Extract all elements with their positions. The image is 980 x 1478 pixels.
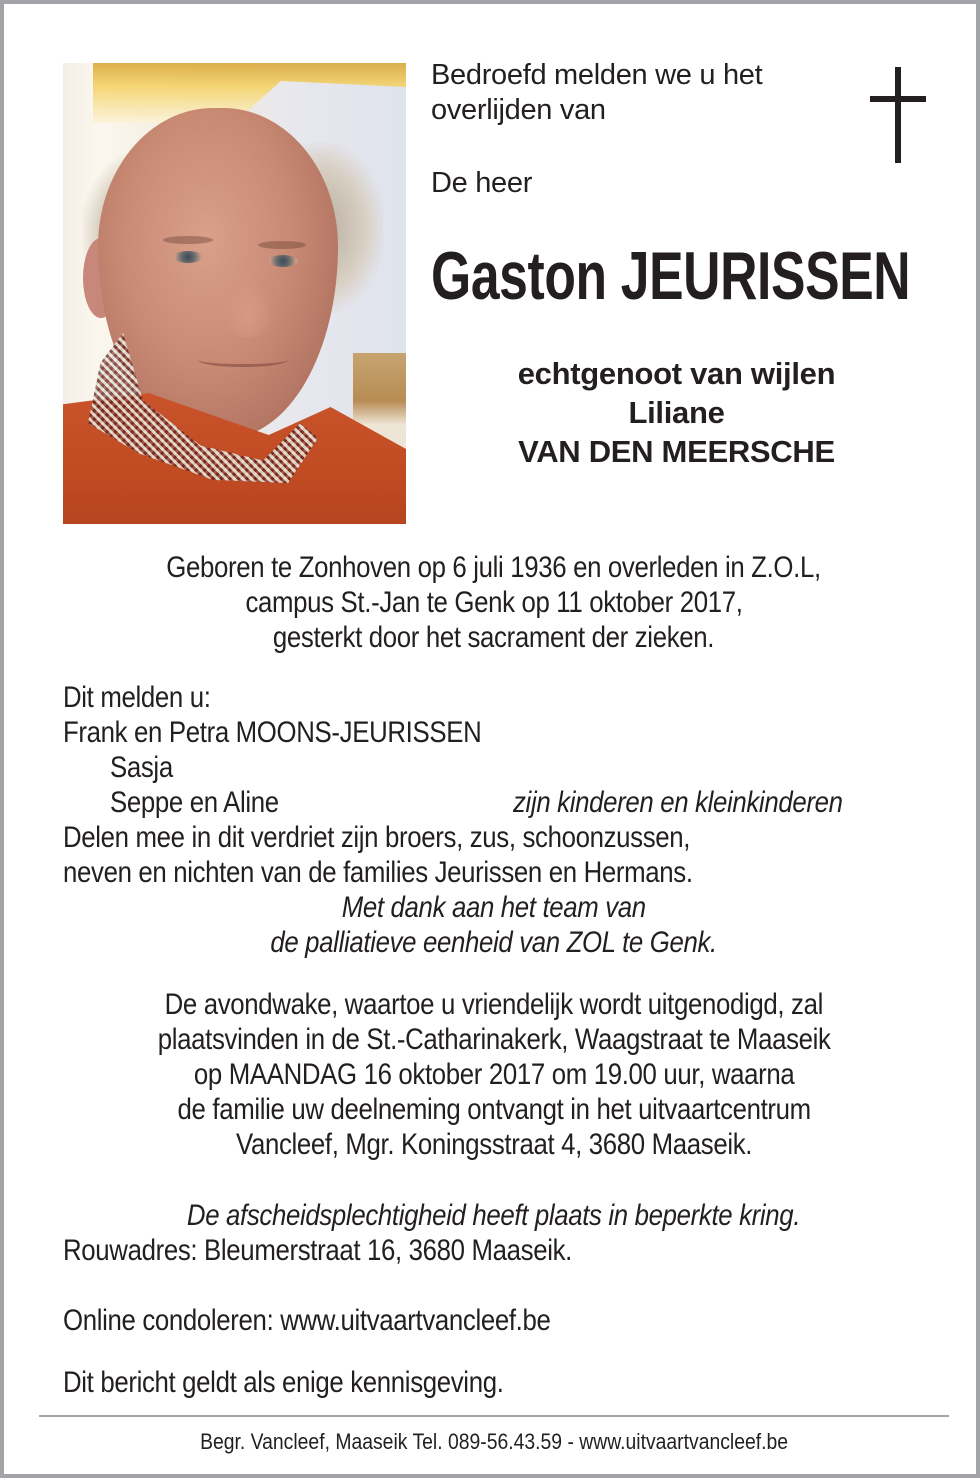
- thanks-line: de palliatieve eenheid van ZOL te Genk.: [270, 926, 718, 959]
- notice-text: Dit bericht geldt als enige kennisgeving.: [63, 1366, 504, 1399]
- intro-line-2: overlijden van: [431, 94, 606, 126]
- spouse-line-1: echtgenoot van wijlen: [517, 356, 836, 391]
- cross-icon: [870, 67, 926, 163]
- family-grandchild: Seppe en Aline: [110, 786, 279, 819]
- family-relation: zijn kinderen en kleinkinderen: [513, 786, 843, 819]
- wake-line: Vancleef, Mgr. Koningsstraat 4, 3680 Maaseik.: [235, 1128, 753, 1161]
- mourning-address: Rouwadres: Bleumerstraat 16, 3680 Maaseik.: [63, 1234, 572, 1267]
- portrait-photo: [63, 63, 406, 524]
- photo-brow-right: [258, 241, 306, 249]
- wake-line: De avondwake, waartoe u vriendelijk wordt uitgenodigd, zal: [164, 988, 824, 1021]
- photo-mouth: [198, 353, 288, 367]
- wake-line: de familie uw deelneming ontvangt in het uitvaartcentrum: [177, 1093, 811, 1126]
- wake-line: plaatsvinden in de St.-Catharinakerk, Waagstraat te Maaseik: [157, 1023, 831, 1056]
- spouse-line-2: Liliane: [628, 395, 725, 430]
- spouse-line-3: VAN DEN MEERSCHE: [518, 434, 835, 469]
- online-condolence-link[interactable]: Online condoleren: www.uitvaartvancleef.be: [63, 1304, 551, 1337]
- footer-divider: [39, 1415, 949, 1417]
- family-others: Delen mee in dit verdriet zijn broers, zus, schoonzussen,: [63, 821, 691, 854]
- intro-text: [431, 58, 831, 128]
- photo-nose: [223, 278, 273, 338]
- photo-eye-right: [268, 255, 298, 267]
- family-grandchild: Sasja: [110, 751, 173, 784]
- photo-eye-left: [173, 251, 203, 263]
- deceased-name: Gaston JEURISSEN: [431, 238, 911, 314]
- spouse-block: [434, 354, 919, 471]
- photo-brow-left: [163, 236, 213, 244]
- farewell-text: De afscheidsplechtigheid heeft plaats in beperkte kring.: [187, 1199, 801, 1232]
- birth-death-line: campus St.-Jan te Genk op 11 oktober 2017,: [245, 586, 743, 619]
- birth-death-line: Geboren te Zonhoven op 6 juli 1936 en overleden in Z.O.L,: [166, 551, 822, 584]
- family-others: neven en nichten van de families Jeurissen en Hermans.: [63, 856, 693, 889]
- family-children: Frank en Petra MOONS-JEURISSEN: [63, 716, 482, 749]
- family-heading: Dit melden u:: [63, 681, 211, 714]
- honorific: De heer: [431, 167, 533, 199]
- footer-credit: Begr. Vancleef, Maaseik Tel. 089-56.43.59 - www.uitvaartvancleef.be: [200, 1429, 788, 1454]
- thanks-line: Met dank aan het team van: [341, 891, 647, 924]
- intro-line-1: Bedroefd melden we u het: [431, 59, 763, 91]
- wake-line: op MAANDAG 16 oktober 2017 om 19.00 uur, waarna: [193, 1058, 795, 1091]
- birth-death-line: gesterkt door het sacrament der zieken.: [273, 621, 715, 654]
